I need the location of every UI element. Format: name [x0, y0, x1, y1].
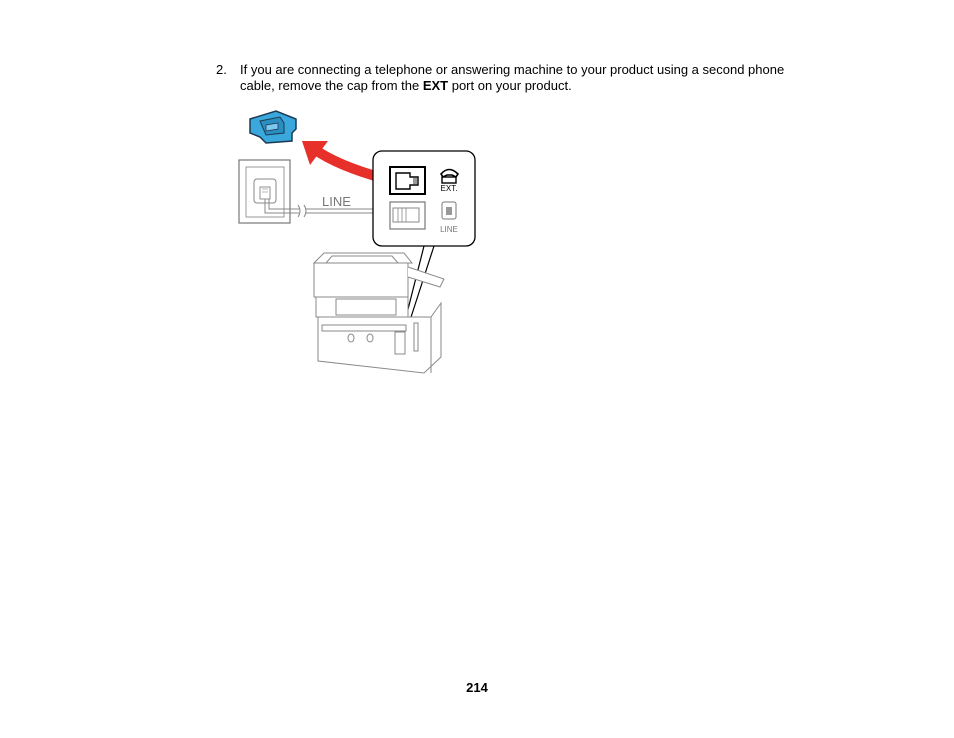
page-number: 214: [466, 680, 488, 695]
ext-term: EXT: [422, 78, 449, 93]
printer-icon: [314, 253, 444, 373]
wall-jack-icon: [239, 160, 290, 223]
line-port-icon: [390, 202, 425, 229]
step-number: 2.: [216, 62, 227, 77]
ext-port-icon: [390, 167, 425, 194]
step-text: [240, 62, 816, 94]
line-jack-icon: [442, 202, 456, 219]
ext-label: EXT.: [440, 184, 458, 193]
small-line-label: LINE: [440, 225, 458, 234]
ext-port-illustration: [236, 103, 481, 378]
step-text-after: port on your product.: [448, 78, 572, 93]
step-text-before: If you are connecting a telephone or answering machine to your product using a second phone cable, remove the cap from the: [240, 62, 785, 93]
line-label: LINE: [322, 194, 351, 209]
port-cap-icon: [250, 111, 296, 143]
